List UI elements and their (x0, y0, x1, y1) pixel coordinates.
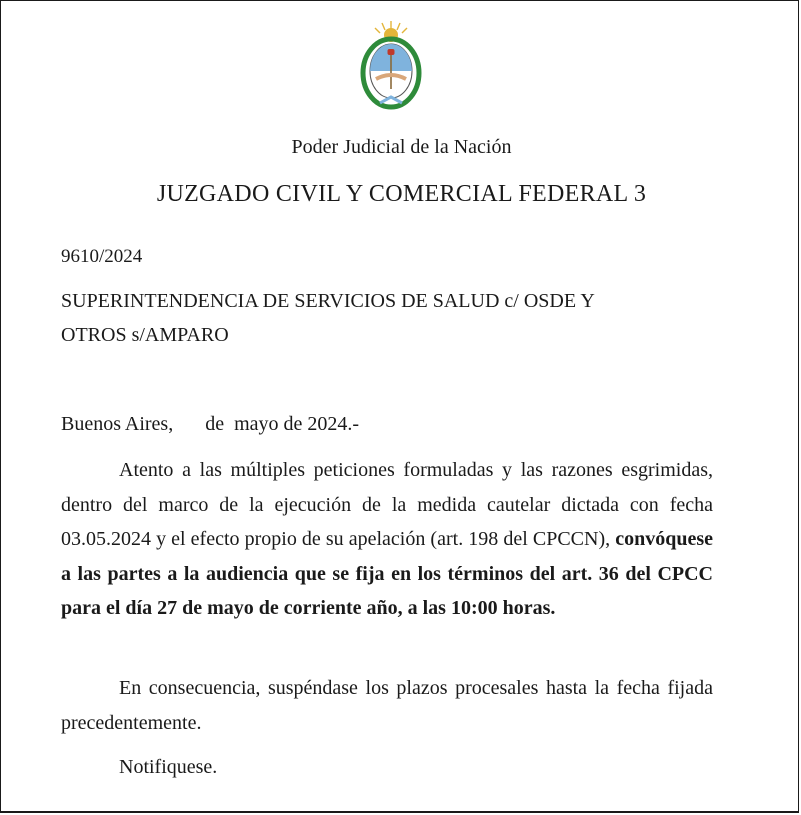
suspension-paragraph: En consecuencia, suspéndase los plazos procesales hasta la fecha fijada precedentemente. (61, 677, 713, 734)
resolution-text: Atento a las múltiples peticiones formuladas y las razones esgrimidas, dentro del marco de la ejecución de la medida cautelar dictada con fecha 03.05.2024 y el efecto propio de su apelación (art. 198 del CPCCN), (61, 459, 713, 551)
city: Buenos Aires, (61, 413, 174, 435)
case-number: 9610/2024 (61, 246, 143, 267)
issuing-authority: Poder Judicial de la Nación (291, 136, 512, 158)
document-date: de mayo de 2024.- (205, 413, 360, 435)
case-title-line2: OTROS s/AMPARO (61, 324, 229, 346)
resolution-paragraph (61, 453, 713, 626)
notification-paragraph: Notifiquese. (119, 756, 218, 778)
case-title-line1: SUPERINTENDENCIA DE SERVICIOS DE SALUD c/ OSDE Y (61, 290, 595, 312)
hearing-order-text: convóquese a las partes a la audiencia que se fija en los términos del art. 36 del CPCC para el día 27 de mayo de corriente año, a las 10:00 horas. (61, 528, 713, 620)
date-line (61, 413, 359, 436)
national-coat-of-arms-icon (358, 19, 424, 111)
court-name: JUZGADO CIVIL Y COMERCIAL FEDERAL 3 (156, 181, 647, 207)
